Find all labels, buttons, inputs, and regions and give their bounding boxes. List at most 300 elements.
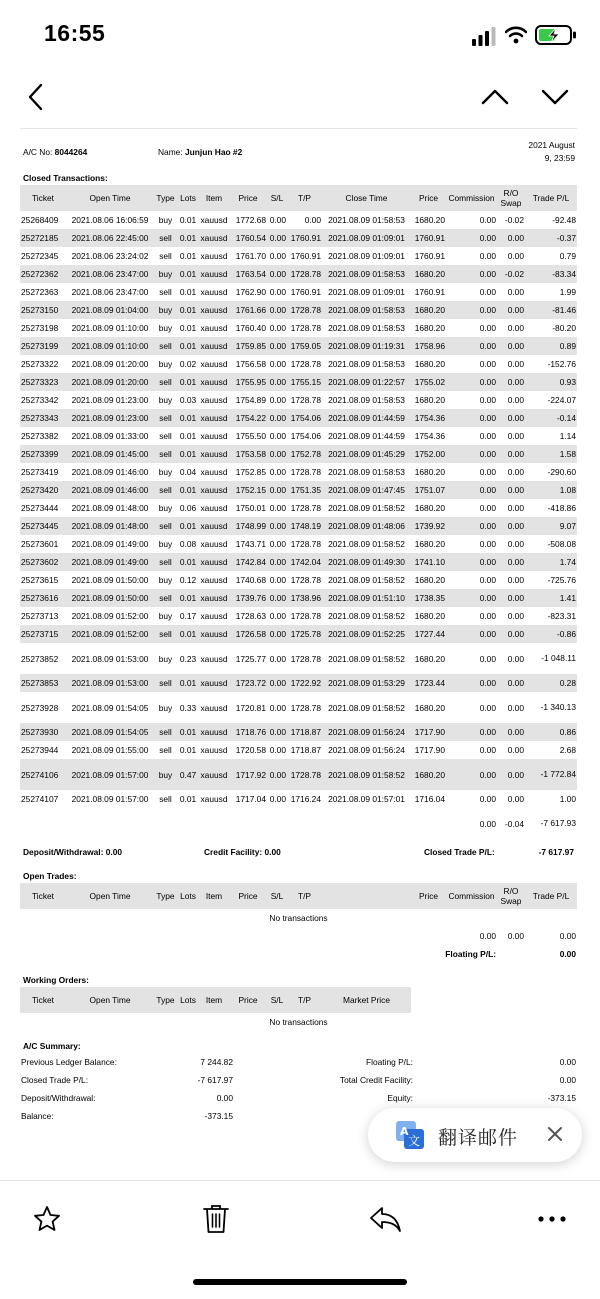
table-cell: 0.00	[497, 373, 525, 391]
table-cell: 25273343	[20, 409, 66, 427]
delete-button[interactable]	[196, 1199, 236, 1239]
table-cell: 0.00	[269, 575, 286, 585]
table-cell: 0.00	[479, 431, 496, 441]
table-row	[20, 283, 577, 301]
table-cell: 0.12	[179, 575, 197, 585]
table-cell: 1680.20	[414, 503, 445, 513]
table-cell: 1680.20	[414, 395, 445, 405]
table-cell: 25272363	[21, 287, 59, 297]
chevron-down-icon	[540, 87, 570, 107]
table-cell: buy	[158, 359, 173, 369]
table-cell: 1760.91	[411, 229, 446, 247]
account-name	[158, 147, 242, 157]
summary-left-label: Deposit/Withdrawal:	[21, 1093, 96, 1103]
column-header: Type	[154, 185, 177, 211]
working-empty-text: No transactions	[269, 1017, 328, 1027]
table-cell: 25273420	[20, 481, 66, 499]
table-cell: 0.00	[269, 702, 286, 713]
table-cell: xauusd	[199, 337, 229, 355]
table-cell: buy	[158, 653, 173, 664]
table-cell: sell	[154, 445, 177, 463]
table-cell: 2021.08.09 01:58:53	[328, 467, 405, 477]
table-cell: 0.00	[446, 445, 497, 463]
table-cell: 0.03	[179, 395, 197, 405]
table-cell: 25273199	[20, 337, 66, 355]
table-cell: 25273399	[20, 445, 66, 463]
open-empty-row	[20, 909, 577, 927]
table-cell: 25273615	[21, 575, 59, 585]
table-row	[20, 355, 577, 373]
closed-total-swap: -0.04	[504, 818, 524, 829]
table-cell: 0.01	[177, 445, 199, 463]
table-cell: 1760.40	[235, 323, 266, 333]
table-cell: sell	[154, 409, 177, 427]
table-row	[20, 535, 577, 553]
column-header: Type	[154, 987, 177, 1013]
table-cell: 1742.04	[287, 553, 322, 571]
table-cell: -0.02	[504, 215, 524, 225]
table-cell: 1728.78	[290, 359, 321, 369]
table-cell: 0.33	[179, 702, 197, 713]
table-cell: 0.00	[446, 409, 497, 427]
table-cell: 1728.78	[290, 467, 321, 477]
table-cell: xauusd	[200, 702, 228, 713]
table-cell: 0.00	[497, 337, 525, 355]
table-cell: sell	[154, 517, 177, 535]
table-cell: 0.00	[446, 229, 497, 247]
table-cell: 1760.91	[290, 251, 321, 261]
table-cell: 0.00	[507, 575, 524, 585]
table-cell: 1716.04	[414, 794, 445, 804]
table-cell: xauusd	[200, 653, 228, 664]
table-cell: 1762.90	[235, 287, 266, 297]
table-cell: 0.47	[177, 759, 199, 790]
table-cell: 0.00	[446, 723, 497, 741]
summary-row	[20, 1053, 577, 1071]
closed-trade-pl-value: -7 617.97	[538, 847, 574, 857]
column-header	[322, 883, 411, 909]
table-cell: -83.34	[525, 265, 577, 283]
table-cell: 2021.08.09 01:57:00	[66, 759, 154, 790]
table-cell: 25273445	[20, 517, 66, 535]
table-cell: 0.00	[269, 539, 286, 549]
column-header: Price	[229, 987, 267, 1013]
table-cell: 1728.78	[287, 759, 322, 790]
column-header: Open Time	[66, 185, 154, 211]
table-cell: 0.00	[269, 611, 286, 621]
statement-header	[20, 129, 577, 167]
table-cell: 1738.35	[411, 589, 446, 607]
table-cell: 0.00	[497, 589, 525, 607]
table-cell: 1723.44	[411, 674, 446, 692]
table-cell: 0.00	[269, 359, 286, 369]
table-cell: xauusd	[199, 481, 229, 499]
table-cell: 1725.78	[287, 625, 322, 643]
table-cell: 0.00	[479, 539, 496, 549]
summary-right-value: -373.15	[547, 1093, 576, 1103]
table-cell: 0.00	[497, 723, 525, 741]
table-cell: 0.00	[479, 251, 496, 261]
table-cell: 0.00	[267, 409, 287, 427]
chevron-up-icon	[480, 87, 510, 107]
column-header: T/P	[287, 185, 322, 211]
flag-star-button[interactable]	[27, 1199, 67, 1239]
table-cell: xauusd	[199, 517, 229, 535]
table-cell: sell	[154, 553, 177, 571]
table-cell: 0.00	[267, 589, 287, 607]
table-cell: 0.00	[507, 539, 524, 549]
table-cell: 0.00	[269, 215, 286, 225]
table-cell: 25268409	[21, 215, 59, 225]
table-cell: 2021.08.09 01:23:00	[66, 409, 154, 427]
table-cell: 0.00	[267, 265, 287, 283]
table-cell: 1680.20	[414, 575, 445, 585]
closed-transactions-table	[20, 185, 577, 839]
table-cell: 1725.77	[235, 653, 266, 664]
table-cell: 1748.99	[229, 517, 267, 535]
table-cell: 1717.90	[411, 723, 446, 741]
table-cell: 0.00	[507, 287, 524, 297]
table-cell: 2021.08.09 01:58:52	[328, 575, 405, 585]
table-row	[20, 373, 577, 391]
table-cell: 1754.06	[287, 409, 322, 427]
table-cell: xauusd	[199, 373, 229, 391]
table-row	[20, 229, 577, 247]
table-cell: 0.00	[497, 445, 525, 463]
table-cell: 0.00	[267, 445, 287, 463]
table-cell: 1755.50	[235, 431, 266, 441]
table-cell: xauusd	[200, 467, 228, 477]
table-cell: 2021.08.09 01:46:00	[66, 481, 154, 499]
table-cell: 2021.08.09 01:20:00	[71, 359, 149, 369]
table-cell: 1723.72	[229, 674, 267, 692]
table-row	[20, 723, 577, 741]
table-cell: 2021.08.09 01:57:00	[71, 794, 149, 804]
table-cell: -1 048.11	[541, 653, 576, 663]
table-cell: 1754.89	[235, 395, 266, 405]
column-header: Trade P/L	[525, 883, 577, 909]
table-cell: 0.28	[525, 674, 577, 692]
summary-row	[20, 1071, 577, 1089]
open-total-row	[20, 927, 577, 945]
table-cell: 1718.76	[229, 723, 267, 741]
table-cell: 1754.36	[414, 431, 445, 441]
table-cell: 1.74	[525, 553, 577, 571]
table-cell: 1759.05	[287, 337, 322, 355]
account-number-value: 8044264	[54, 147, 88, 157]
summary-left-value: -373.15	[204, 1111, 233, 1121]
table-cell: 1720.58	[235, 745, 266, 755]
table-cell: -224.07	[547, 395, 576, 405]
table-row	[20, 625, 577, 643]
table-cell: xauusd	[199, 625, 229, 643]
table-cell: xauusd	[200, 745, 228, 755]
table-cell: 1680.20	[411, 265, 446, 283]
table-cell: xauusd	[200, 431, 228, 441]
table-cell: 0.00	[497, 674, 525, 692]
table-cell: 0.01	[177, 723, 199, 741]
table-cell: xauusd	[200, 287, 228, 297]
table-cell: 0.89	[525, 337, 577, 355]
table-cell: 25274107	[21, 794, 59, 804]
table-cell: 25273713	[21, 611, 59, 621]
table-cell: 2021.08.06 23:47:00	[66, 265, 154, 283]
table-cell: 2021.08.09 01:52:25	[322, 625, 411, 643]
table-cell: 0.00	[479, 745, 496, 755]
table-cell: -418.86	[547, 503, 576, 513]
table-cell: 2021.08.06 23:47:00	[71, 287, 149, 297]
bottom-toolbar	[0, 1180, 600, 1254]
summary-right-value: 0.00	[559, 1075, 576, 1085]
summary-right-value: 0.00	[559, 1057, 576, 1067]
account-number-label: A/C No:	[23, 147, 53, 157]
working-orders-title: Working Orders:	[23, 975, 89, 985]
table-cell: 0.00	[497, 229, 525, 247]
table-row	[20, 391, 577, 409]
table-cell: buy	[158, 215, 173, 225]
column-header: Type	[154, 883, 177, 909]
table-cell: 2021.08.09 01:09:01	[328, 287, 405, 297]
table-cell: 1680.20	[414, 653, 445, 664]
status-time: 16:55	[44, 20, 106, 46]
table-cell: 0.00	[507, 745, 524, 755]
deposit-withdrawal: Deposit/Withdrawal: 0.00	[23, 847, 123, 857]
svg-text:文: 文	[408, 1134, 421, 1148]
summary-left-label: Closed Trade P/L:	[21, 1075, 89, 1085]
table-cell: 0.00	[507, 794, 524, 804]
close-icon[interactable]	[544, 1123, 566, 1145]
table-cell: 0.00	[479, 702, 496, 713]
table-row	[20, 741, 577, 759]
open-trades-title: Open Trades:	[23, 871, 77, 881]
table-cell: 25273198	[21, 323, 59, 333]
table-cell: xauusd	[199, 589, 229, 607]
table-cell: 0.01	[177, 625, 199, 643]
table-row	[20, 571, 577, 589]
table-cell: 0.00	[267, 759, 287, 790]
table-cell: 1.08	[525, 481, 577, 499]
table-cell: 25273323	[20, 373, 66, 391]
table-cell: 9.07	[525, 517, 577, 535]
table-cell: 0.00	[446, 759, 497, 790]
star-icon	[32, 1204, 62, 1234]
reply-icon	[368, 1204, 402, 1234]
table-cell: xauusd	[200, 359, 228, 369]
table-cell: 0.00	[507, 431, 524, 441]
table-cell: 0.00	[269, 653, 286, 664]
table-cell: 2021.08.09 01:58:53	[322, 301, 411, 319]
column-header: Lots	[177, 185, 199, 211]
table-cell: -290.60	[547, 467, 576, 477]
table-cell: 0.00	[269, 467, 286, 477]
table-cell: 25273616	[20, 589, 66, 607]
table-cell: 0.00	[446, 265, 497, 283]
table-cell: 0.00	[497, 625, 525, 643]
table-cell: 1680.20	[414, 215, 445, 225]
table-cell: 0.00	[446, 625, 497, 643]
table-cell: buy	[158, 702, 173, 713]
table-cell: 1760.91	[414, 251, 445, 261]
column-header: R/O Swap	[497, 185, 525, 211]
floating-pl-row	[20, 945, 577, 963]
table-cell: 1756.58	[235, 359, 266, 369]
reply-button[interactable]	[365, 1199, 405, 1239]
chevron-left-icon	[25, 82, 47, 112]
table-cell: 1680.20	[411, 759, 446, 790]
table-cell: 2021.08.09 01:52:00	[66, 625, 154, 643]
table-cell: 2021.08.09 01:48:06	[322, 517, 411, 535]
column-header: Lots	[177, 883, 199, 909]
table-cell: -0.14	[525, 409, 577, 427]
table-cell: 2021.08.09 01:44:59	[322, 409, 411, 427]
table-cell: 1722.92	[287, 674, 322, 692]
table-cell: 1680.20	[414, 611, 445, 621]
table-cell: 0.01	[177, 337, 199, 355]
translate-mail-label: 翻译邮件	[438, 1128, 519, 1149]
table-cell: 2021.08.09 01:47:45	[322, 481, 411, 499]
table-cell: 1720.81	[235, 702, 266, 713]
table-cell: xauusd	[200, 611, 228, 621]
table-cell: xauusd	[199, 553, 229, 571]
table-cell: 25273342	[21, 395, 59, 405]
table-cell: 2021.08.09 01:56:24	[322, 723, 411, 741]
table-cell: 0.01	[179, 287, 197, 297]
table-cell: buy	[158, 467, 173, 477]
table-cell: 0.04	[179, 467, 197, 477]
table-cell: 1754.36	[411, 409, 446, 427]
table-row	[20, 553, 577, 571]
table-cell: 0.00	[507, 702, 524, 713]
open-empty-text: No transactions	[269, 913, 328, 923]
working-orders-table	[20, 987, 577, 1031]
table-cell: 1754.22	[229, 409, 267, 427]
column-header: Commission	[446, 883, 497, 909]
wifi-icon	[505, 26, 527, 44]
column-header: Commission	[446, 185, 497, 211]
table-cell: buy	[158, 503, 173, 513]
table-cell: 0.01	[177, 229, 199, 247]
closed-transactions-title: Closed Transactions:	[23, 173, 108, 183]
status-bar	[0, 0, 600, 70]
table-cell: 1728.78	[290, 395, 321, 405]
open-total-pl: 0.00	[559, 931, 576, 941]
table-cell: 0.86	[525, 723, 577, 741]
back-button[interactable]	[15, 76, 57, 118]
table-cell: -80.20	[552, 323, 576, 333]
table-cell: 0.00	[269, 431, 286, 441]
table-cell: 2021.08.09 01:53:29	[322, 674, 411, 692]
table-cell: 0.17	[179, 611, 197, 621]
table-cell: 1742.84	[229, 553, 267, 571]
table-row	[20, 589, 577, 607]
table-cell: -0.02	[497, 265, 525, 283]
table-cell: 0.00	[269, 323, 286, 333]
table-cell: 0.00	[304, 215, 321, 225]
table-cell: -0.86	[525, 625, 577, 643]
table-cell: 2021.08.09 01:48:00	[66, 517, 154, 535]
table-cell: 2021.08.09 01:49:30	[322, 553, 411, 571]
table-cell: 1728.78	[290, 539, 321, 549]
table-cell: 1743.71	[235, 539, 266, 549]
table-cell: 0.01	[177, 674, 199, 692]
table-cell: 2021.08.09 01:45:29	[322, 445, 411, 463]
more-button[interactable]	[532, 1199, 572, 1239]
table-cell: 0.00	[267, 674, 287, 692]
next-message-button[interactable]	[534, 76, 576, 118]
summary-row	[20, 1089, 577, 1107]
svg-text:A: A	[400, 1125, 409, 1138]
table-cell: 1680.20	[411, 301, 446, 319]
table-cell: -81.46	[525, 301, 577, 319]
summary-right-label: Equity:	[387, 1093, 413, 1103]
table-cell: 2021.08.09 01:44:59	[328, 431, 405, 441]
table-cell: 0.01	[179, 215, 197, 225]
table-row	[20, 463, 577, 481]
table-cell: 0.93	[525, 373, 577, 391]
table-cell: 25273382	[21, 431, 59, 441]
column-header: T/P	[287, 987, 322, 1013]
table-row	[20, 692, 577, 723]
table-cell: 0.00	[479, 611, 496, 621]
previous-message-button[interactable]	[474, 76, 516, 118]
table-cell: 2021.08.06 23:24:02	[71, 251, 149, 261]
table-cell: 25273853	[20, 674, 66, 692]
table-cell: 0.01	[177, 409, 199, 427]
table-cell: 2021.08.09 01:58:53	[328, 395, 405, 405]
table-cell: 0.00	[497, 409, 525, 427]
working-header-row	[20, 987, 577, 1013]
floating-pl-label: Floating P/L:	[445, 949, 496, 959]
table-cell: 1750.01	[235, 503, 266, 513]
table-row	[20, 427, 577, 445]
table-cell: 1760.91	[414, 287, 445, 297]
column-header: Ticket	[20, 185, 66, 211]
table-cell: 0.00	[446, 301, 497, 319]
table-cell: 2021.08.09 01:09:01	[328, 251, 405, 261]
table-cell: 0.01	[177, 301, 199, 319]
table-cell: xauusd	[199, 759, 229, 790]
table-cell: 1752.15	[229, 481, 267, 499]
table-row	[20, 337, 577, 355]
table-cell: sell	[159, 251, 172, 261]
table-cell: buy	[158, 611, 173, 621]
translate-mail-banner[interactable]	[368, 1108, 582, 1162]
table-cell: 1680.20	[414, 702, 445, 713]
table-cell: 0.00	[446, 373, 497, 391]
closed-header-row	[20, 185, 577, 211]
open-total-commission: 0.00	[479, 931, 496, 941]
table-cell: 2021.08.09 01:10:00	[71, 323, 149, 333]
table-cell: 25273715	[20, 625, 66, 643]
table-cell: 1718.87	[287, 723, 322, 741]
home-indicator[interactable]	[193, 1279, 407, 1285]
column-header: Price	[411, 883, 446, 909]
table-cell: 25273150	[20, 301, 66, 319]
table-cell: 0.00	[497, 301, 525, 319]
translate-icon	[395, 1120, 425, 1150]
table-cell: 1728.78	[287, 265, 322, 283]
table-cell: 0.00	[497, 517, 525, 535]
table-cell: 25273944	[21, 745, 59, 755]
table-cell: 0.01	[177, 589, 199, 607]
table-row	[20, 607, 577, 625]
closed-total-pl: -7 617.93	[540, 818, 576, 828]
table-cell: -1 340.13	[540, 702, 576, 712]
table-cell: 2021.08.09 01:22:57	[322, 373, 411, 391]
table-cell: 1761.66	[229, 301, 267, 319]
account-name-label: Name:	[158, 147, 183, 157]
table-cell: 25273601	[21, 539, 59, 549]
